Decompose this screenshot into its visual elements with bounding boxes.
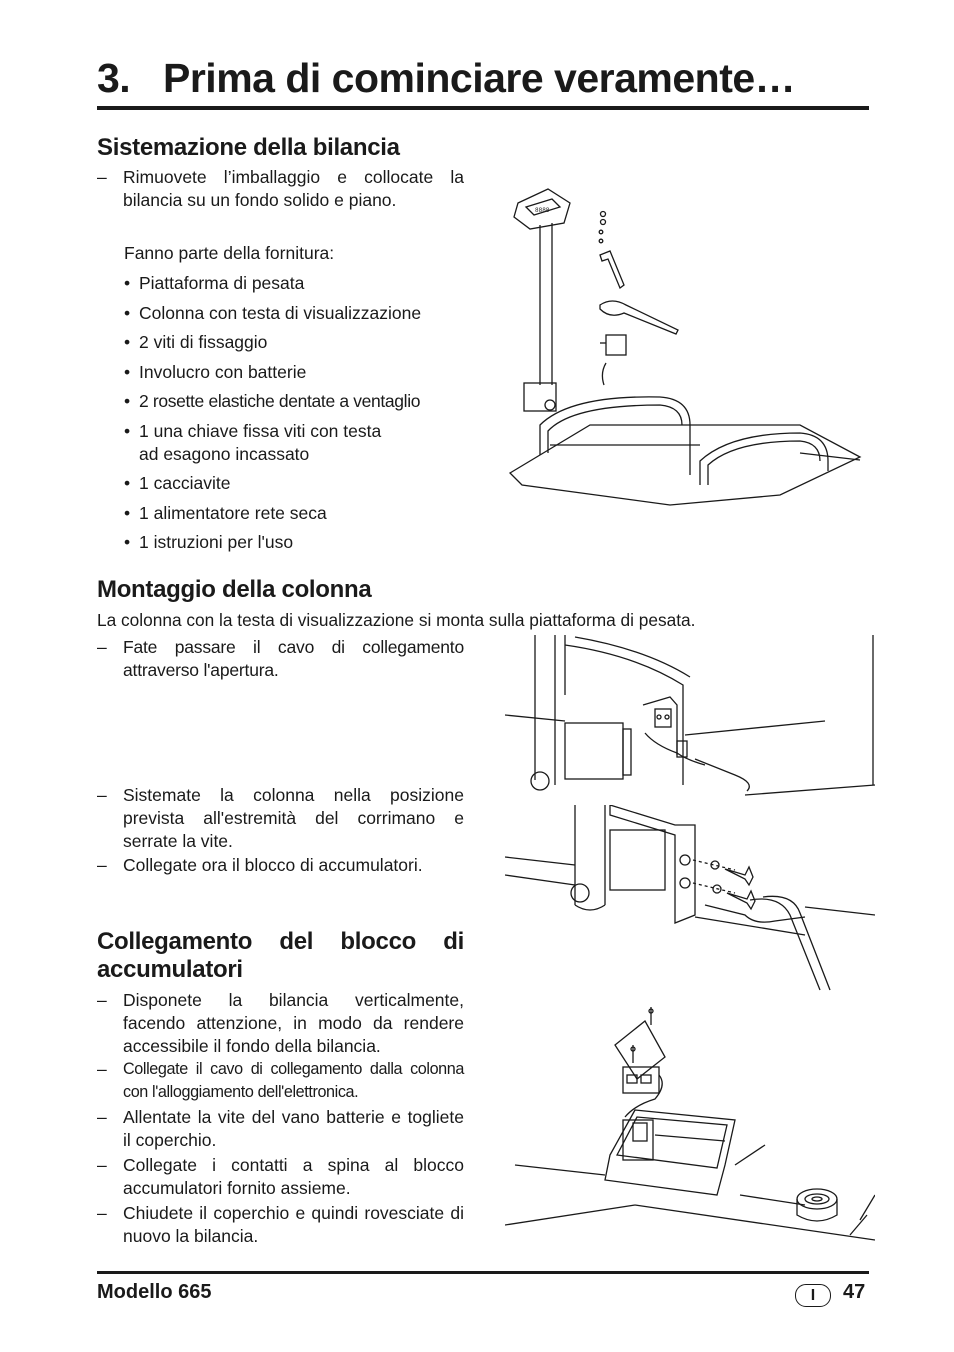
column bbox=[524, 223, 556, 411]
list-item: • 2 rosette elastiche dentate a ventaglio bbox=[124, 391, 421, 411]
screwdriver bbox=[600, 301, 678, 334]
page-number: 47 bbox=[843, 1281, 866, 1303]
chapter-title: Prima di cominciare veramente… bbox=[163, 55, 796, 101]
supply-label: Fanno parte della fornitura: bbox=[124, 243, 335, 263]
battery-step: – Chiudete il coperchio e quindi rovesciate di nuovo la bilancia. bbox=[97, 1203, 464, 1246]
page-title bbox=[97, 52, 869, 110]
cable-routing-illustration bbox=[505, 635, 875, 800]
scale-parts-illustration bbox=[500, 185, 870, 520]
screws bbox=[599, 212, 605, 243]
list-item: • 1 cacciavite bbox=[124, 473, 231, 493]
list-item: • 2 viti di fissaggio bbox=[124, 332, 268, 352]
list-item: • 1 istruzioni per l'uso bbox=[124, 532, 294, 552]
display-readout: 8888 bbox=[535, 207, 550, 214]
footer-model: Modello 665 bbox=[97, 1281, 212, 1303]
battery-compartment-illustration bbox=[505, 1005, 875, 1260]
battery-step: – Disponete la bilancia verticalmente, facendo attenzione, in modo da rendere accessibile il fondo della bilancia. bbox=[97, 990, 464, 1056]
footer-rule bbox=[97, 1271, 869, 1274]
section-heading-battery: Collegamento del blocco di accumulatori bbox=[97, 928, 464, 983]
weighing-platform bbox=[510, 397, 860, 505]
power-supply bbox=[600, 335, 626, 385]
column-step: – Sistemate la colonna nella posizione prevista all'estremità del corrimano e serrate la vite. bbox=[97, 785, 464, 851]
list-item: • Involucro con batterie bbox=[124, 362, 307, 382]
display-head bbox=[514, 189, 570, 229]
hex-key bbox=[600, 251, 624, 288]
battery-step: – Allentate la vite del vano batterie e togliete il coperchio. bbox=[97, 1107, 464, 1150]
section-heading-column-mounting: Montaggio della colonna bbox=[97, 576, 372, 603]
chapter-number: 3. bbox=[97, 55, 131, 101]
battery-step: – Collegate i contatti a spina al blocco accumulatori fornito assieme. bbox=[97, 1155, 464, 1198]
list-item: • Piattaforma di pesata bbox=[124, 273, 305, 293]
list-item: • Colonna con testa di visualizzazione bbox=[124, 303, 422, 323]
column-fastening-illustration bbox=[505, 805, 875, 995]
section-heading-setup: Sistemazione della bilancia bbox=[97, 134, 400, 161]
language-badge: I bbox=[795, 1284, 831, 1307]
list-item: • 1 una chiave fissa viti con testa ad esagono incassato bbox=[124, 421, 382, 464]
setup-step-text: Rimuovete l’imballaggio e collocate la bilancia su un fondo solido e piano. bbox=[123, 167, 464, 210]
battery-step: – Collegate il cavo di collegamento dalla colonna con l'alloggiamento dell'elettronica. bbox=[97, 1059, 464, 1101]
column-step: – Collegate ora il blocco di accumulatori. bbox=[97, 855, 423, 875]
list-item: • 1 alimentatore rete seca bbox=[124, 503, 327, 523]
setup-step: – Rimuovete l’imballaggio e collocate la bilancia su un fondo solido e piano. bbox=[97, 167, 464, 210]
column-step: – Fate passare il cavo di collegamento attraverso l'apertura. bbox=[97, 637, 464, 680]
column-mounting-intro: La colonna con la testa di visualizzazione si monta sulla piattaforma di pesata. bbox=[97, 610, 696, 630]
